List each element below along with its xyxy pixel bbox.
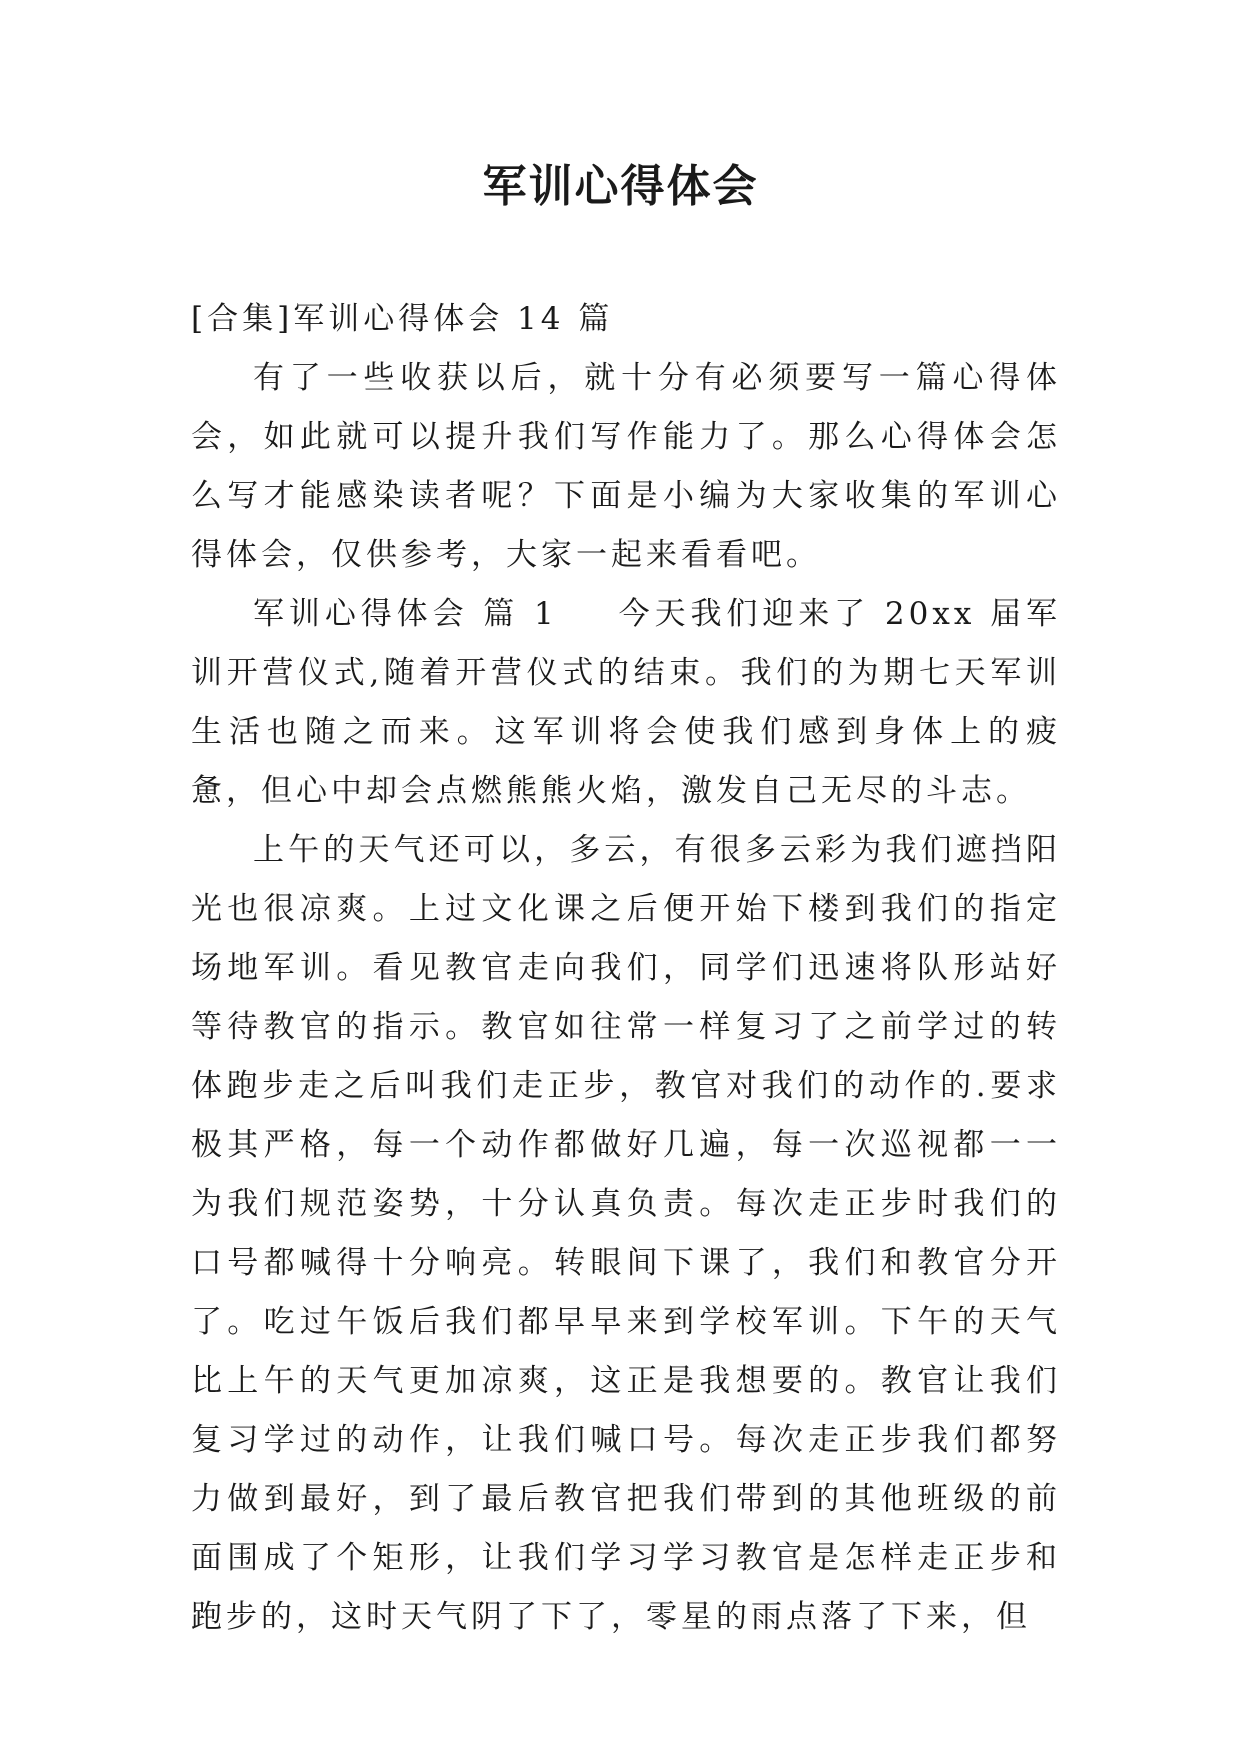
section-first-paragraph: 今天我们迎来了 20xx 届军训开营仪式,随着开营仪式的结束。我们的为期七天军训生活也随之而来。这军训将会使我们感到身体上的疲惫，但心中却会点燃熊熊火焰，激发自己无尽的斗志。 bbox=[191, 596, 1061, 809]
document-body bbox=[191, 290, 1061, 1647]
document-title: 军训心得体会 bbox=[482, 161, 759, 212]
intro-paragraph: 有了一些收获以后，就十分有必须要写一篇心得体会，如此就可以提升我们写作能力了。那么心得体会怎么写才能感染读者呢？下面是小编为大家收集的军训心得体会，仅供参考，大家一起来看看吧。 bbox=[191, 360, 1061, 573]
section-paragraph bbox=[191, 585, 1061, 821]
document-subtitle: [合集]军训心得体会 14 篇 bbox=[191, 301, 614, 337]
body-paragraph: 上午的天气还可以，多云，有很多云彩为我们遮挡阳光也很凉爽。上过文化课之后便开始下楼到我们的指定场地军训。看见教官走向我们，同学们迅速将队形站好等待教官的指示。教官如往常一样复习了之前学过的转体跑步走之后叫我们走正步，教官对我们的动作的.要求极其严格，每一个动作都做好几遍，每一次巡视都一一为我们规范姿势，十分认真负责。每次走正步时我们的口号都喊得十分响亮。转眼间下课了，我们和教官分开了。吃过午饭后我们都早早来到学校军训。下午的天气比上午的天气更加凉爽，这正是我想要的。教官让我们复习学过的动作，让我们喊口号。每次走正步我们都努力做到最好，到了最后教官把我们带到的其他班级的前面围成了个矩形，让我们学习学习教官是怎样走正步和跑步的，这时天气阴了下了，零星的雨点落了下来，但 bbox=[191, 832, 1061, 1635]
section-heading: 军训心得体会 篇 1 bbox=[253, 596, 558, 632]
